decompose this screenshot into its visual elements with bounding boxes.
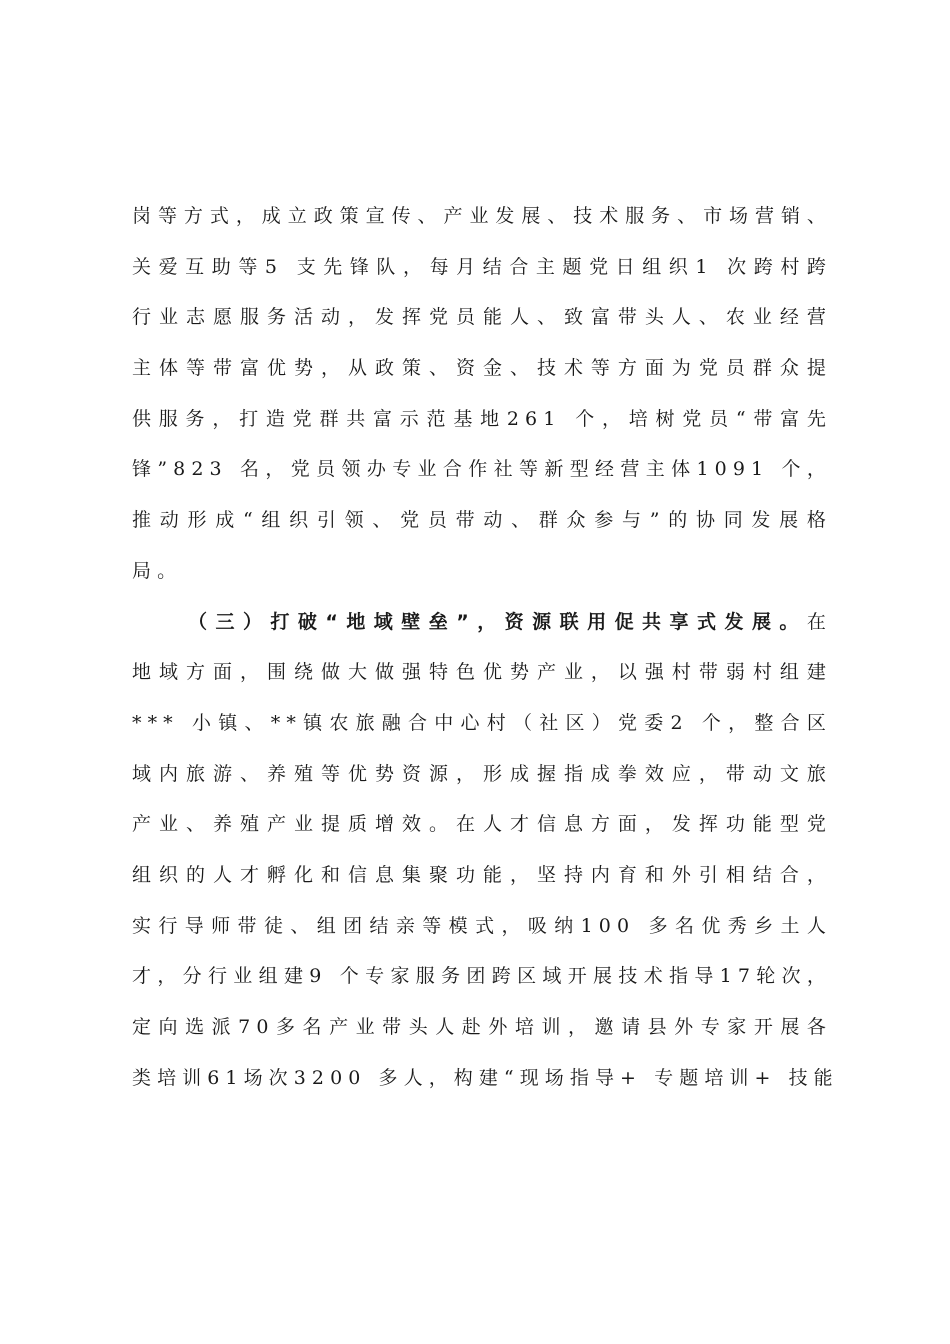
text-line: 产业、养殖产业提质增效。在人才信息方面，发挥功能型党: [132, 813, 832, 836]
text-line: 供服务，打造党群共富示范基地261 个，培树党员“带富先: [132, 407, 832, 430]
text-line: 锋”823 名，党员领办专业合作社等新型经营主体1091 个，: [132, 458, 832, 481]
text-line: 局。: [132, 559, 183, 582]
text-line: 域内旅游、养殖等优势资源，形成握指成拳效应，带动文旅: [132, 762, 832, 785]
text-line: 地域方面，围绕做大做强特色优势产业，以强村带弱村组建: [132, 661, 832, 684]
body-text: [132, 196, 839, 1108]
section-heading-line: [132, 602, 832, 653]
text-line: 行业志愿服务活动，发挥党员能人、致富带头人、农业经营: [132, 306, 832, 329]
text-line: 定向选派70多名产业带头人赴外培训，邀请县外专家开展各: [132, 1016, 832, 1038]
text-fragment: 在: [806, 610, 832, 633]
text-line: 实行导师带徒、组团结亲等模式，吸纳100 多名优秀乡土人: [132, 914, 832, 937]
text-line: 岗等方式，成立政策宣传、产业发展、技术服务、市场营销、: [132, 205, 832, 227]
text-line: 才，分行业组建9 个专家服务团跨区域开展技术指导17轮次，: [132, 965, 832, 988]
text-line: *** 小镇、**镇农旅融合中心村（社区）党委2 个，整合区: [132, 711, 832, 734]
section-heading: （三）打破“地域壁垒”，资源联用促共享式发展。: [188, 610, 807, 633]
text-line: 推动形成“组织引领、党员带动、群众参与”的协同发展格: [132, 509, 832, 532]
text-line: 关爱互助等5 支先锋队，每月结合主题党日组织1 次跨村跨: [132, 255, 832, 278]
text-line: 主体等带富优势，从政策、资金、技术等方面为党员群众提: [132, 357, 832, 380]
text-line: 类培训61场次3200 多人，构建“现场指导+ 专题培训+ 技能: [132, 1066, 839, 1089]
text-line: 组织的人才孵化和信息集聚功能，坚持内育和外引相结合，: [132, 863, 832, 886]
